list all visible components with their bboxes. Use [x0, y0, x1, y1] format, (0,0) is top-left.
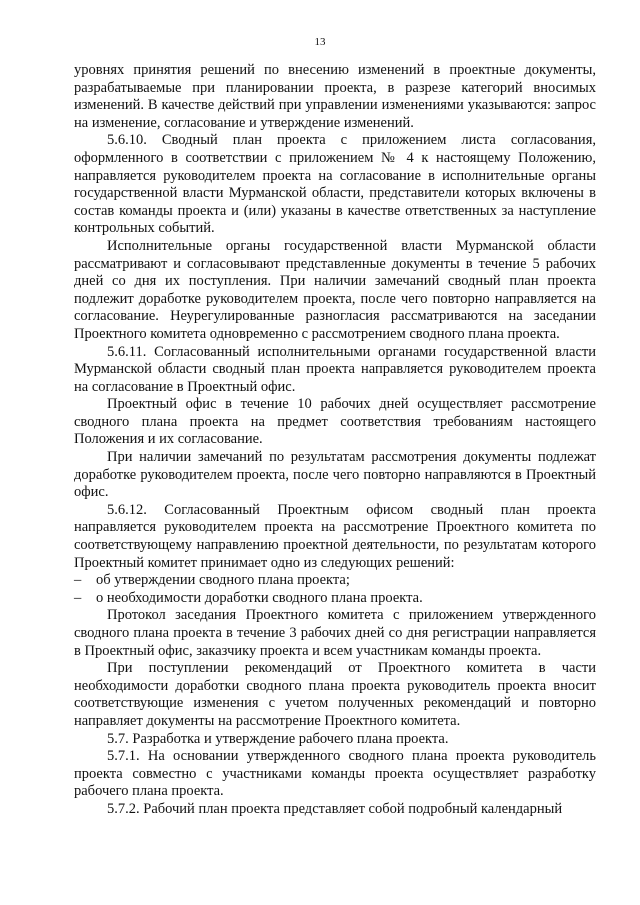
paragraph: Протокол заседания Проектного комитета с приложением утвержденного сводного плана проекта в течение 3 рабочих дней со дня регистрации направляется в Проектный офис, заказчику проекта и всем участникам команды проекта.	[74, 607, 596, 659]
paragraph: 5.6.11. Согласованный исполнительными органами государственной власти Мурманской области сводный план проекта направляется руководителем проекта на согласование в Проектный офис.	[74, 343, 596, 395]
paragraph: 5.7.1. На основании утвержденного сводного плана проекта руководитель проекта совместно с участниками команды проекта осуществляет разработку рабочего плана проекта.	[74, 748, 596, 800]
dash-bullet: –	[74, 589, 82, 606]
paragraph: При наличии замечаний по результатам рассмотрения документы подлежат доработке руководителем проекта, после чего повторно направляются в Проектный офис.	[74, 449, 596, 501]
page-number: 13	[314, 36, 326, 48]
list-item-text: об утверждении сводного плана проекта;	[96, 572, 350, 589]
paragraph: Проектный офис в течение 10 рабочих дней осуществляет рассмотрение сводного плана проекта на предмет соответствия требованиям настоящего Положения и их согласование.	[74, 396, 596, 448]
paragraph: 5.6.12. Согласованный Проектным офисом сводный план проекта направляется руководителем проекта на рассмотрение Проектного комитета по соответствующему направлению проектной деятельности, по результатам которого Проектный комитет принимает одно из следующих решений:	[74, 501, 596, 571]
paragraph: 5.7. Разработка и утверждение рабочего плана проекта.	[107, 730, 449, 747]
list-item	[74, 572, 596, 590]
paragraph: 5.7.2. Рабочий план проекта представляет собой подробный календарный	[107, 800, 563, 817]
list-item-text: о необходимости доработки сводного плана проекта.	[96, 589, 423, 606]
document-body	[74, 62, 596, 819]
paragraph: Исполнительные органы государственной власти Мурманской области рассматривают и согласовывают представленные документы в течение 5 рабочих дней со дня их поступления. При наличии замечаний сводный план проекта подлежит доработке руководителем проекта, после чего повторно направляется на согласование. Неурегулированные разногласия рассматриваются на заседании Проектного комитета одновременно с рассмотрением сводного плана проекта.	[74, 237, 596, 342]
dash-bullet: –	[74, 572, 82, 589]
paragraph: При поступлении рекомендаций от Проектного комитета в части необходимости доработки сводного плана проекта руководитель проекта вносит соответствующие изменения с учетом полученных рекомендаций и повторно направляет документы на рассмотрение Проектного комитета.	[74, 660, 596, 729]
paragraph: уровнях принятия решений по внесению изменений в проектные документы, разрабатываемые при планировании проекта, в разрезе категорий вносимых изменений. В качестве действий при управлении изменениями указываются: запрос на изменение, согласование и утверждение изменений.	[74, 62, 596, 131]
list-item	[74, 590, 596, 608]
paragraph: 5.6.10. Сводный план проекта с приложением листа согласования, оформленного в соответствии с приложением № 4 к настоящему Положению, направляется руководителем проекта на согласование в исполнительные органы государственной власти Мурманской области, представители которых включены в состав команды проекта и (или) указаны в качестве ответственных за наступление контрольных событий.	[74, 132, 596, 237]
